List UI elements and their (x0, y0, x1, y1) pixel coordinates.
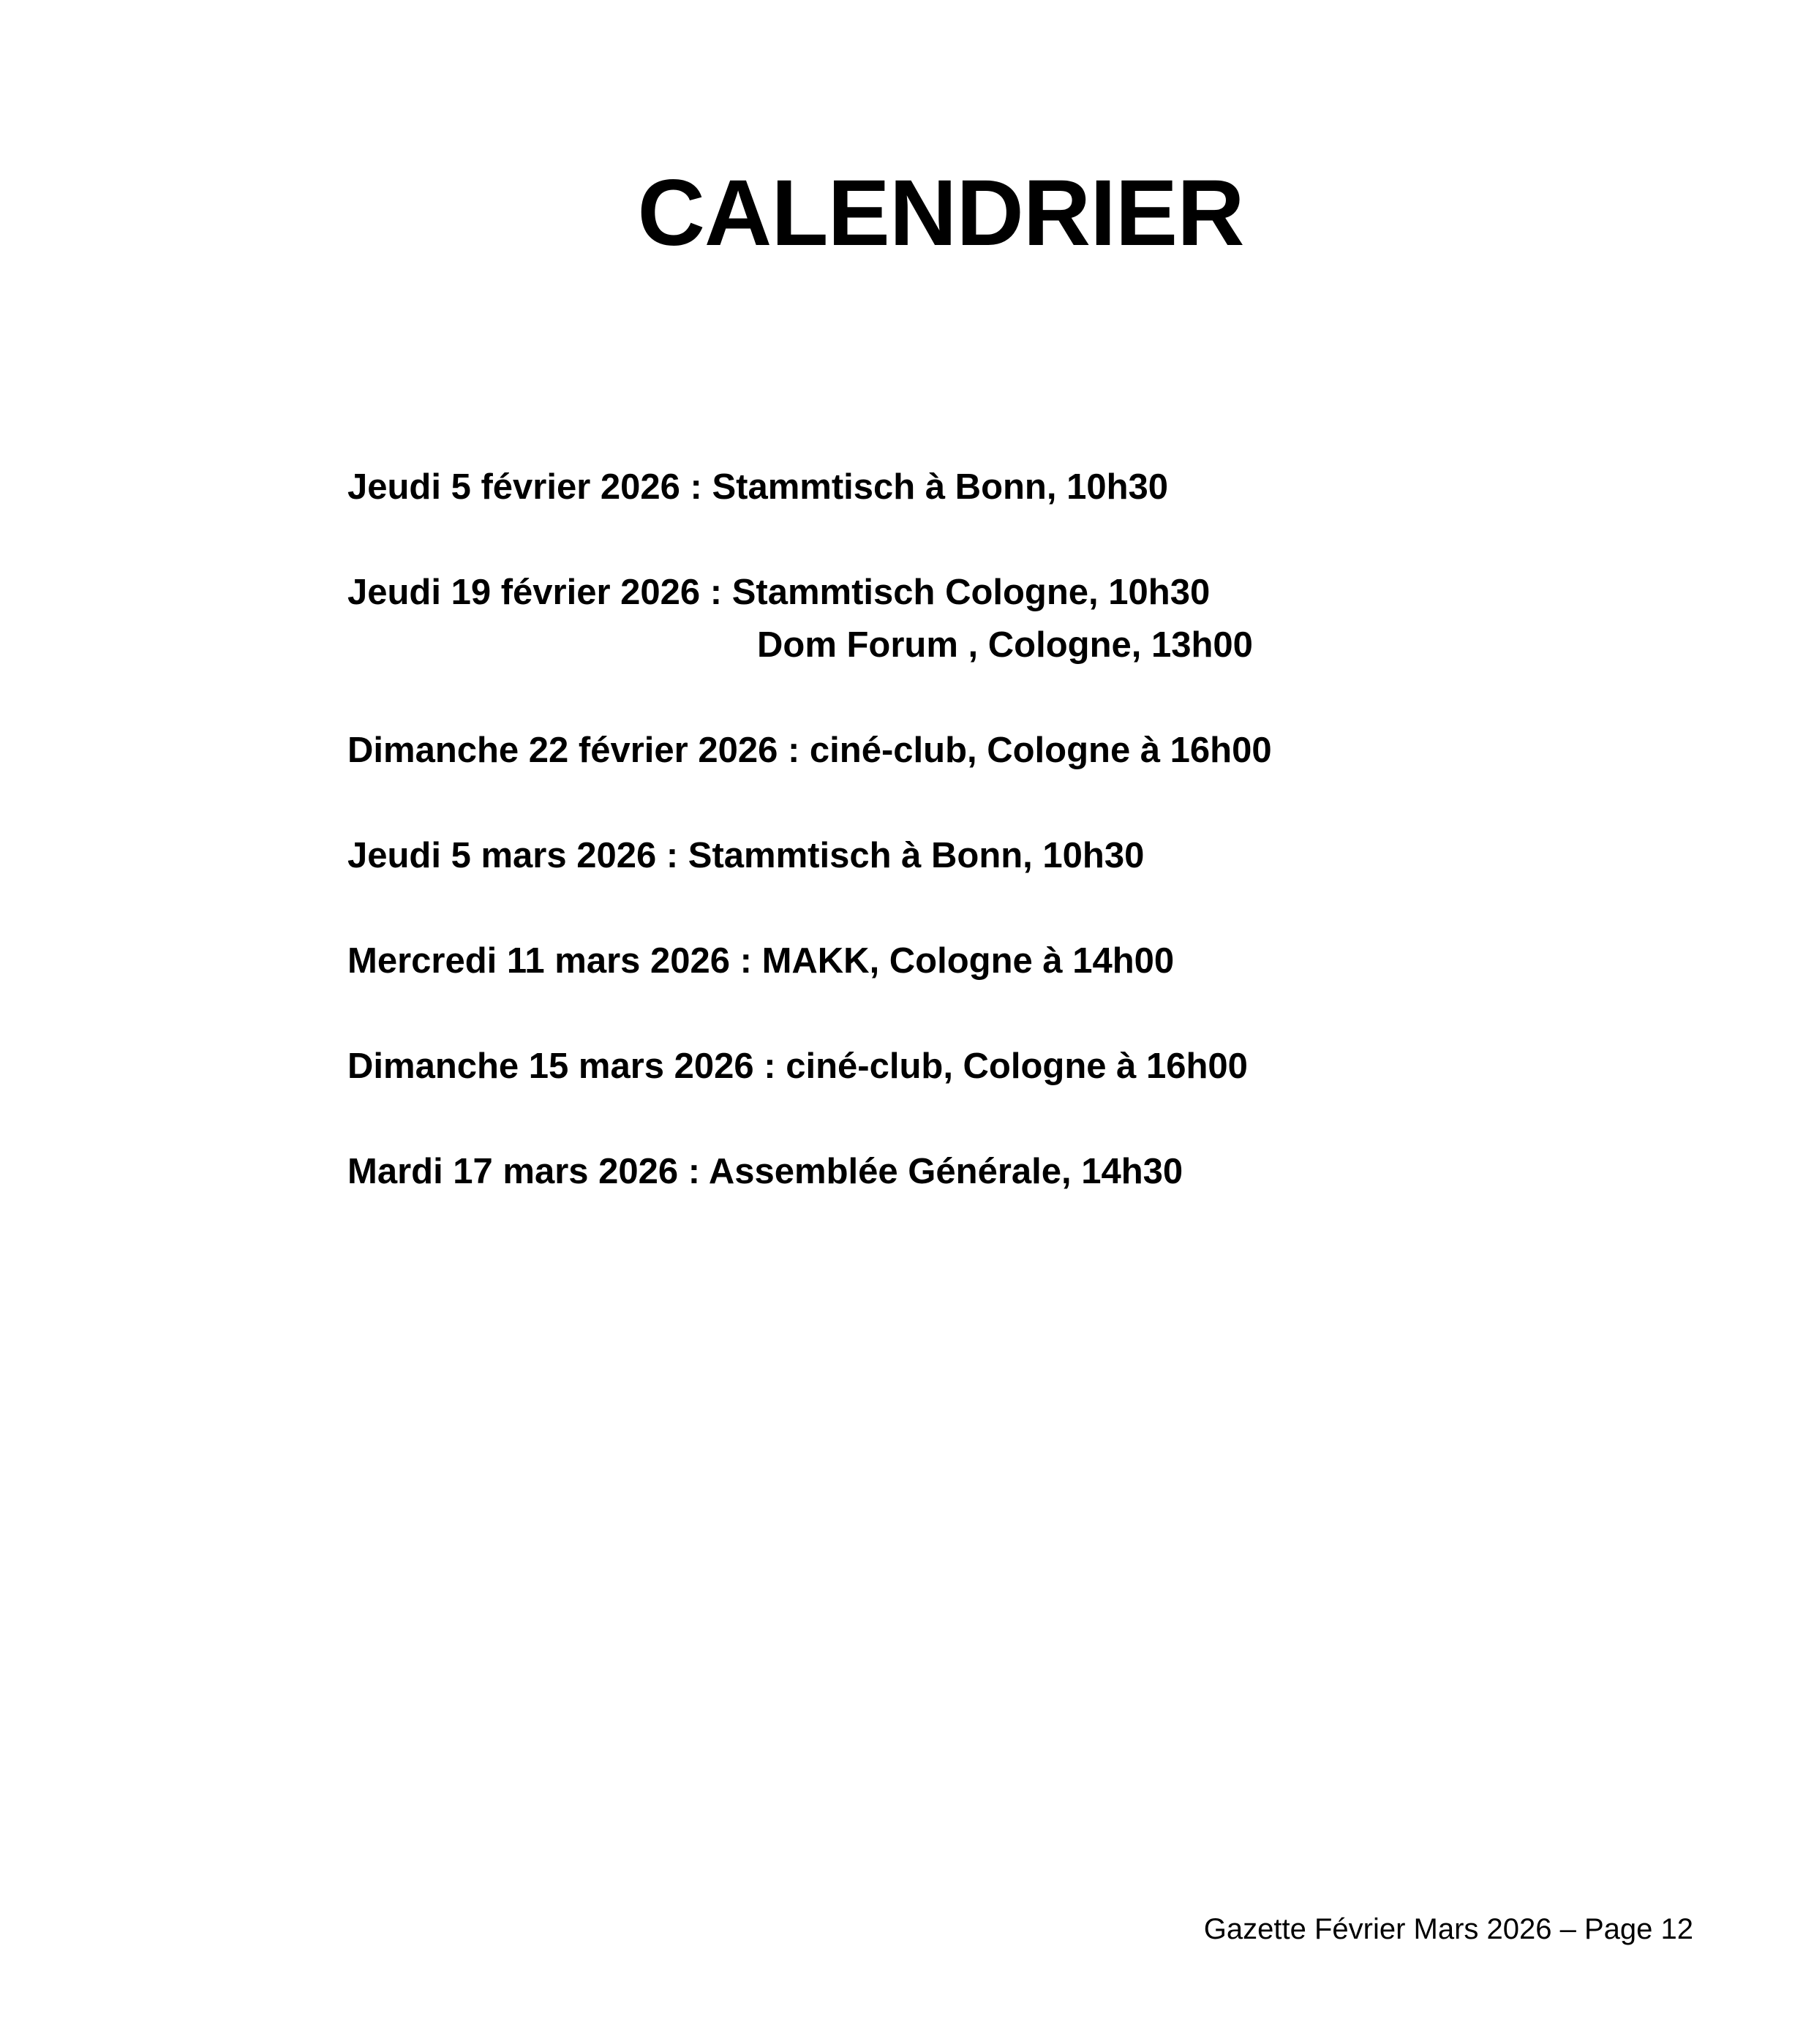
event-item (347, 1145, 1737, 1198)
event-item (347, 461, 1737, 513)
event-item (347, 566, 1737, 671)
event-text: Jeudi 5 février 2026 : Stammtisch à Bonn, 10h30 (347, 467, 1169, 507)
event-text: Dimanche 15 mars 2026 : ciné-club, Cologne à 16h00 (347, 1046, 1248, 1086)
event-text: Mardi 17 mars 2026 : Assemblée Générale, 14h30 (347, 1152, 1183, 1191)
page-footer: Gazette Février Mars 2026 – Page 12 (1203, 1913, 1693, 1945)
event-item (347, 724, 1737, 777)
event-item (347, 935, 1737, 987)
event-item (347, 1040, 1737, 1093)
event-text: Dimanche 22 février 2026 : ciné-club, Cologne à 16h00 (347, 731, 1272, 770)
event-text: Jeudi 5 mars 2026 : Stammtisch à Bonn, 10h30 (347, 836, 1145, 875)
page-title: CALENDRIER (637, 161, 1244, 265)
event-text-continuation: Dom Forum , Cologne, 13h00 (757, 625, 1253, 665)
event-text: Mercredi 11 mars 2026 : MAKK, Cologne à 14h00 (347, 941, 1175, 981)
event-item (347, 829, 1737, 882)
event-list (347, 461, 1737, 1251)
event-text: Jeudi 19 février 2026 : Stammtisch Cologne, 10h30 (347, 573, 1211, 612)
